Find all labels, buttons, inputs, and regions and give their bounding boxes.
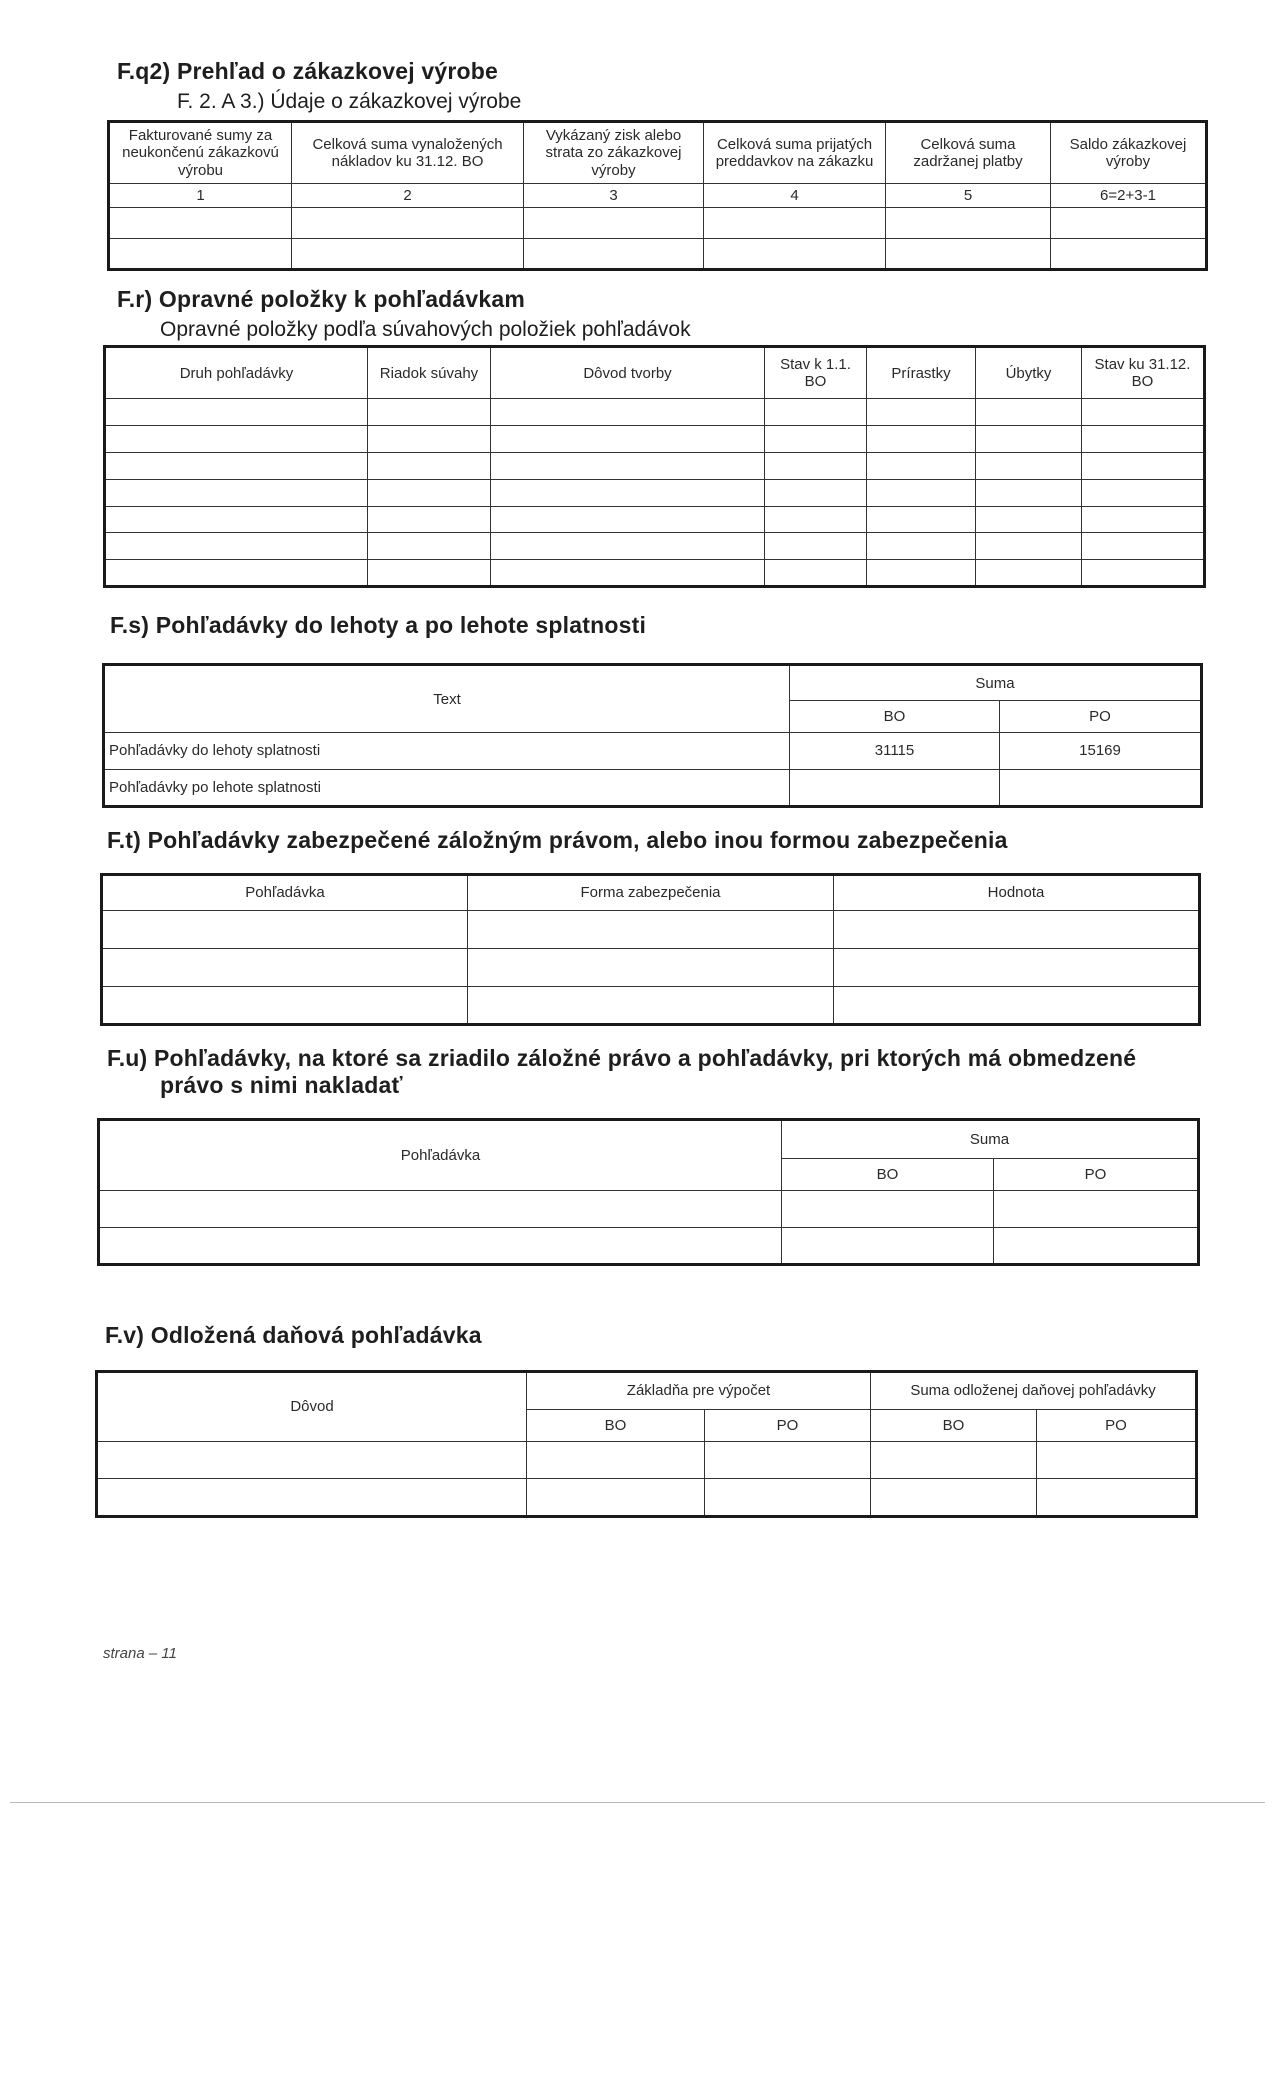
table-cell[interactable] [834,911,1200,949]
table-cell[interactable] [105,560,368,587]
page-bottom-rule [10,1802,1265,1803]
table-cell[interactable] [368,453,491,480]
table-fq2 [107,120,1208,271]
po-header: PO [994,1159,1199,1191]
table-cell[interactable] [994,1191,1199,1228]
table-cell[interactable] [105,453,368,480]
suma-header: Suma [790,665,1202,701]
table-cell[interactable] [527,1479,705,1517]
bo-value[interactable]: 31115 [790,733,1000,769]
table-cell[interactable] [527,1442,705,1479]
section-title-fv: F.v) Odložená daňová pohľadávka [105,1322,482,1348]
section-title-fu: F.u) Pohľadávky, na ktoré sa zriadilo záložné právo a pohľadávky, pri ktorých má obmedzené [107,1045,1137,1071]
table-cell[interactable] [1037,1479,1197,1517]
table-cell[interactable] [867,560,976,587]
table-cell[interactable] [491,479,765,506]
table-cell[interactable] [886,208,1051,239]
col-number: 3 [524,184,704,208]
table-cell[interactable] [105,479,368,506]
col-header: Vykázaný zisk alebo strata zo zákazkovej výroby [524,122,704,184]
col-number: 1 [109,184,292,208]
table-cell[interactable] [765,506,867,533]
table-cell[interactable] [105,399,368,426]
table-cell[interactable] [976,479,1082,506]
table-cell[interactable] [704,208,886,239]
table-cell[interactable] [886,239,1051,270]
table-fs [102,663,1203,808]
dovod-header: Dôvod [97,1372,527,1442]
section-subtitle-fr: Opravné položky podľa súvahových položiek pohľadávok [160,318,691,341]
table-cell[interactable] [491,506,765,533]
row-label: Pohľadávky do lehoty splatnosti [104,733,790,769]
table-row [105,479,1205,506]
suma-header: Suma odloženej daňovej pohľadávky [871,1372,1197,1410]
table-cell[interactable] [491,426,765,453]
table-cell[interactable] [99,1228,782,1265]
table-cell[interactable] [105,426,368,453]
table-cell[interactable] [1051,208,1207,239]
table-cell[interactable] [782,1191,994,1228]
table-cell[interactable] [102,911,468,949]
table-row [104,733,1202,769]
pohladavka-header: Pohľadávka [99,1120,782,1191]
table-cell[interactable] [867,533,976,560]
col-header: Forma zabezpečenia [468,875,834,911]
table-row [99,1191,1199,1228]
bo-header: BO [782,1159,994,1191]
bo-header: BO [871,1410,1037,1442]
table-row [102,987,1200,1025]
table-cell[interactable] [765,426,867,453]
bo-value[interactable] [790,769,1000,806]
table-cell[interactable] [976,533,1082,560]
col-header: Celková suma zadržanej platby [886,122,1051,184]
table-cell[interactable] [1082,399,1205,426]
zaklad-header: Základňa pre výpočet [527,1372,871,1410]
col-header: Celková suma vynaložených nákladov ku 31.12. BO [292,122,524,184]
col-header: Úbytky [976,347,1082,399]
table-cell[interactable] [368,479,491,506]
table-cell[interactable] [524,239,704,270]
table-cell[interactable] [765,479,867,506]
table-cell[interactable] [491,560,765,587]
table-cell[interactable] [368,426,491,453]
section-subtitle-fq2: F. 2. A 3.) Údaje o zákazkovej výrobe [177,90,522,113]
table-row [105,399,1205,426]
table-row [109,208,1207,239]
table-cell[interactable] [994,1228,1199,1265]
table-cell[interactable] [368,560,491,587]
table-cell[interactable] [491,399,765,426]
col-number: 2 [292,184,524,208]
table-cell[interactable] [97,1442,527,1479]
section-title-fr: F.r) Opravné položky k pohľadávkam [117,286,526,312]
po-header: PO [1037,1410,1197,1442]
table-row [99,1228,1199,1265]
table-cell[interactable] [1082,560,1205,587]
suma-header: Suma [782,1120,1199,1159]
table-row [104,769,1202,806]
table-cell[interactable] [102,987,468,1025]
po-header: PO [1000,701,1202,733]
table-cell[interactable] [491,453,765,480]
po-value[interactable]: 15169 [1000,733,1202,769]
table-cell[interactable] [368,506,491,533]
col-header: Celková suma prijatých preddavkov na zákazku [704,122,886,184]
table-row [97,1479,1197,1517]
col-header: Dôvod tvorby [491,347,765,399]
table-cell[interactable] [99,1191,782,1228]
table-cell[interactable] [1037,1442,1197,1479]
table-header-row [109,122,1207,184]
col-header: Prírastky [867,347,976,399]
table-cell[interactable] [976,399,1082,426]
row-label: Pohľadávky po lehote splatnosti [104,769,790,806]
table-cell[interactable] [292,208,524,239]
table-cell[interactable] [468,987,834,1025]
table-cell[interactable] [368,399,491,426]
table-cell[interactable] [765,453,867,480]
table-cell[interactable] [1082,426,1205,453]
bo-header: BO [790,701,1000,733]
table-cell[interactable] [368,533,491,560]
col-header: Stav ku 31.12. BO [1082,347,1205,399]
table-ft [100,873,1201,1026]
table-row [105,453,1205,480]
table-row [105,426,1205,453]
table-fv [95,1370,1198,1518]
table-cell[interactable] [468,911,834,949]
table-cell[interactable] [867,479,976,506]
table-cell[interactable] [871,1479,1037,1517]
table-cell[interactable] [102,949,468,987]
table-cell[interactable] [705,1479,871,1517]
table-cell[interactable] [97,1479,527,1517]
table-cell[interactable] [109,208,292,239]
po-value[interactable] [1000,769,1202,806]
table-cell[interactable] [105,533,368,560]
table-header-row [105,347,1205,399]
table-cell[interactable] [468,949,834,987]
col-number: 6=2+3-1 [1051,184,1207,208]
page-number: strana – 11 [103,1645,177,1662]
text-header: Text [104,665,790,733]
table-row [102,949,1200,987]
table-cell[interactable] [1082,506,1205,533]
table-cell[interactable] [834,949,1200,987]
section-title-fq2: F.q2) Prehľad o zákazkovej výrobe [117,58,499,84]
table-row [109,239,1207,270]
bo-header: BO [527,1410,705,1442]
table-cell[interactable] [109,239,292,270]
table-cell[interactable] [976,560,1082,587]
col-header: Riadok súvahy [368,347,491,399]
table-cell[interactable] [782,1228,994,1265]
table-row [105,560,1205,587]
table-cell[interactable] [524,208,704,239]
table-cell[interactable] [867,506,976,533]
table-cell[interactable] [867,399,976,426]
table-cell[interactable] [1082,453,1205,480]
column-number-row [109,184,1207,208]
table-row [105,506,1205,533]
table-cell[interactable] [976,426,1082,453]
table-cell[interactable] [292,239,524,270]
section-title-ft: F.t) Pohľadávky zabezpečené záložným právom, alebo inou formou zabezpečenia [107,827,1008,853]
table-cell[interactable] [1051,239,1207,270]
table-cell[interactable] [867,426,976,453]
table-cell[interactable] [1082,479,1205,506]
col-number: 4 [704,184,886,208]
table-cell[interactable] [765,399,867,426]
section-title-fs: F.s) Pohľadávky do lehoty a po lehote splatnosti [110,612,647,638]
table-row [105,533,1205,560]
table-cell[interactable] [491,533,765,560]
col-header: Pohľadávka [102,875,468,911]
table-cell[interactable] [765,533,867,560]
table-cell[interactable] [705,1442,871,1479]
table-cell[interactable] [765,560,867,587]
table-cell[interactable] [105,506,368,533]
col-header: Stav k 1.1. BO [765,347,867,399]
table-header-row [102,875,1200,911]
col-header: Druh pohľadávky [105,347,368,399]
table-cell[interactable] [976,506,1082,533]
col-header: Hodnota [834,875,1200,911]
table-row [102,911,1200,949]
table-cell[interactable] [867,453,976,480]
table-cell[interactable] [1082,533,1205,560]
table-cell[interactable] [704,239,886,270]
table-fr [103,345,1206,588]
table-cell[interactable] [871,1442,1037,1479]
col-number: 5 [886,184,1051,208]
table-row [97,1442,1197,1479]
table-cell[interactable] [976,453,1082,480]
table-fu [97,1118,1200,1266]
col-header: Saldo zákazkovej výroby [1051,122,1207,184]
section-title-fu-line2: právo s nimi nakladať [160,1072,403,1098]
table-cell[interactable] [834,987,1200,1025]
col-header: Fakturované sumy za neukončenú zákazkovú výrobu [109,122,292,184]
po-header: PO [705,1410,871,1442]
